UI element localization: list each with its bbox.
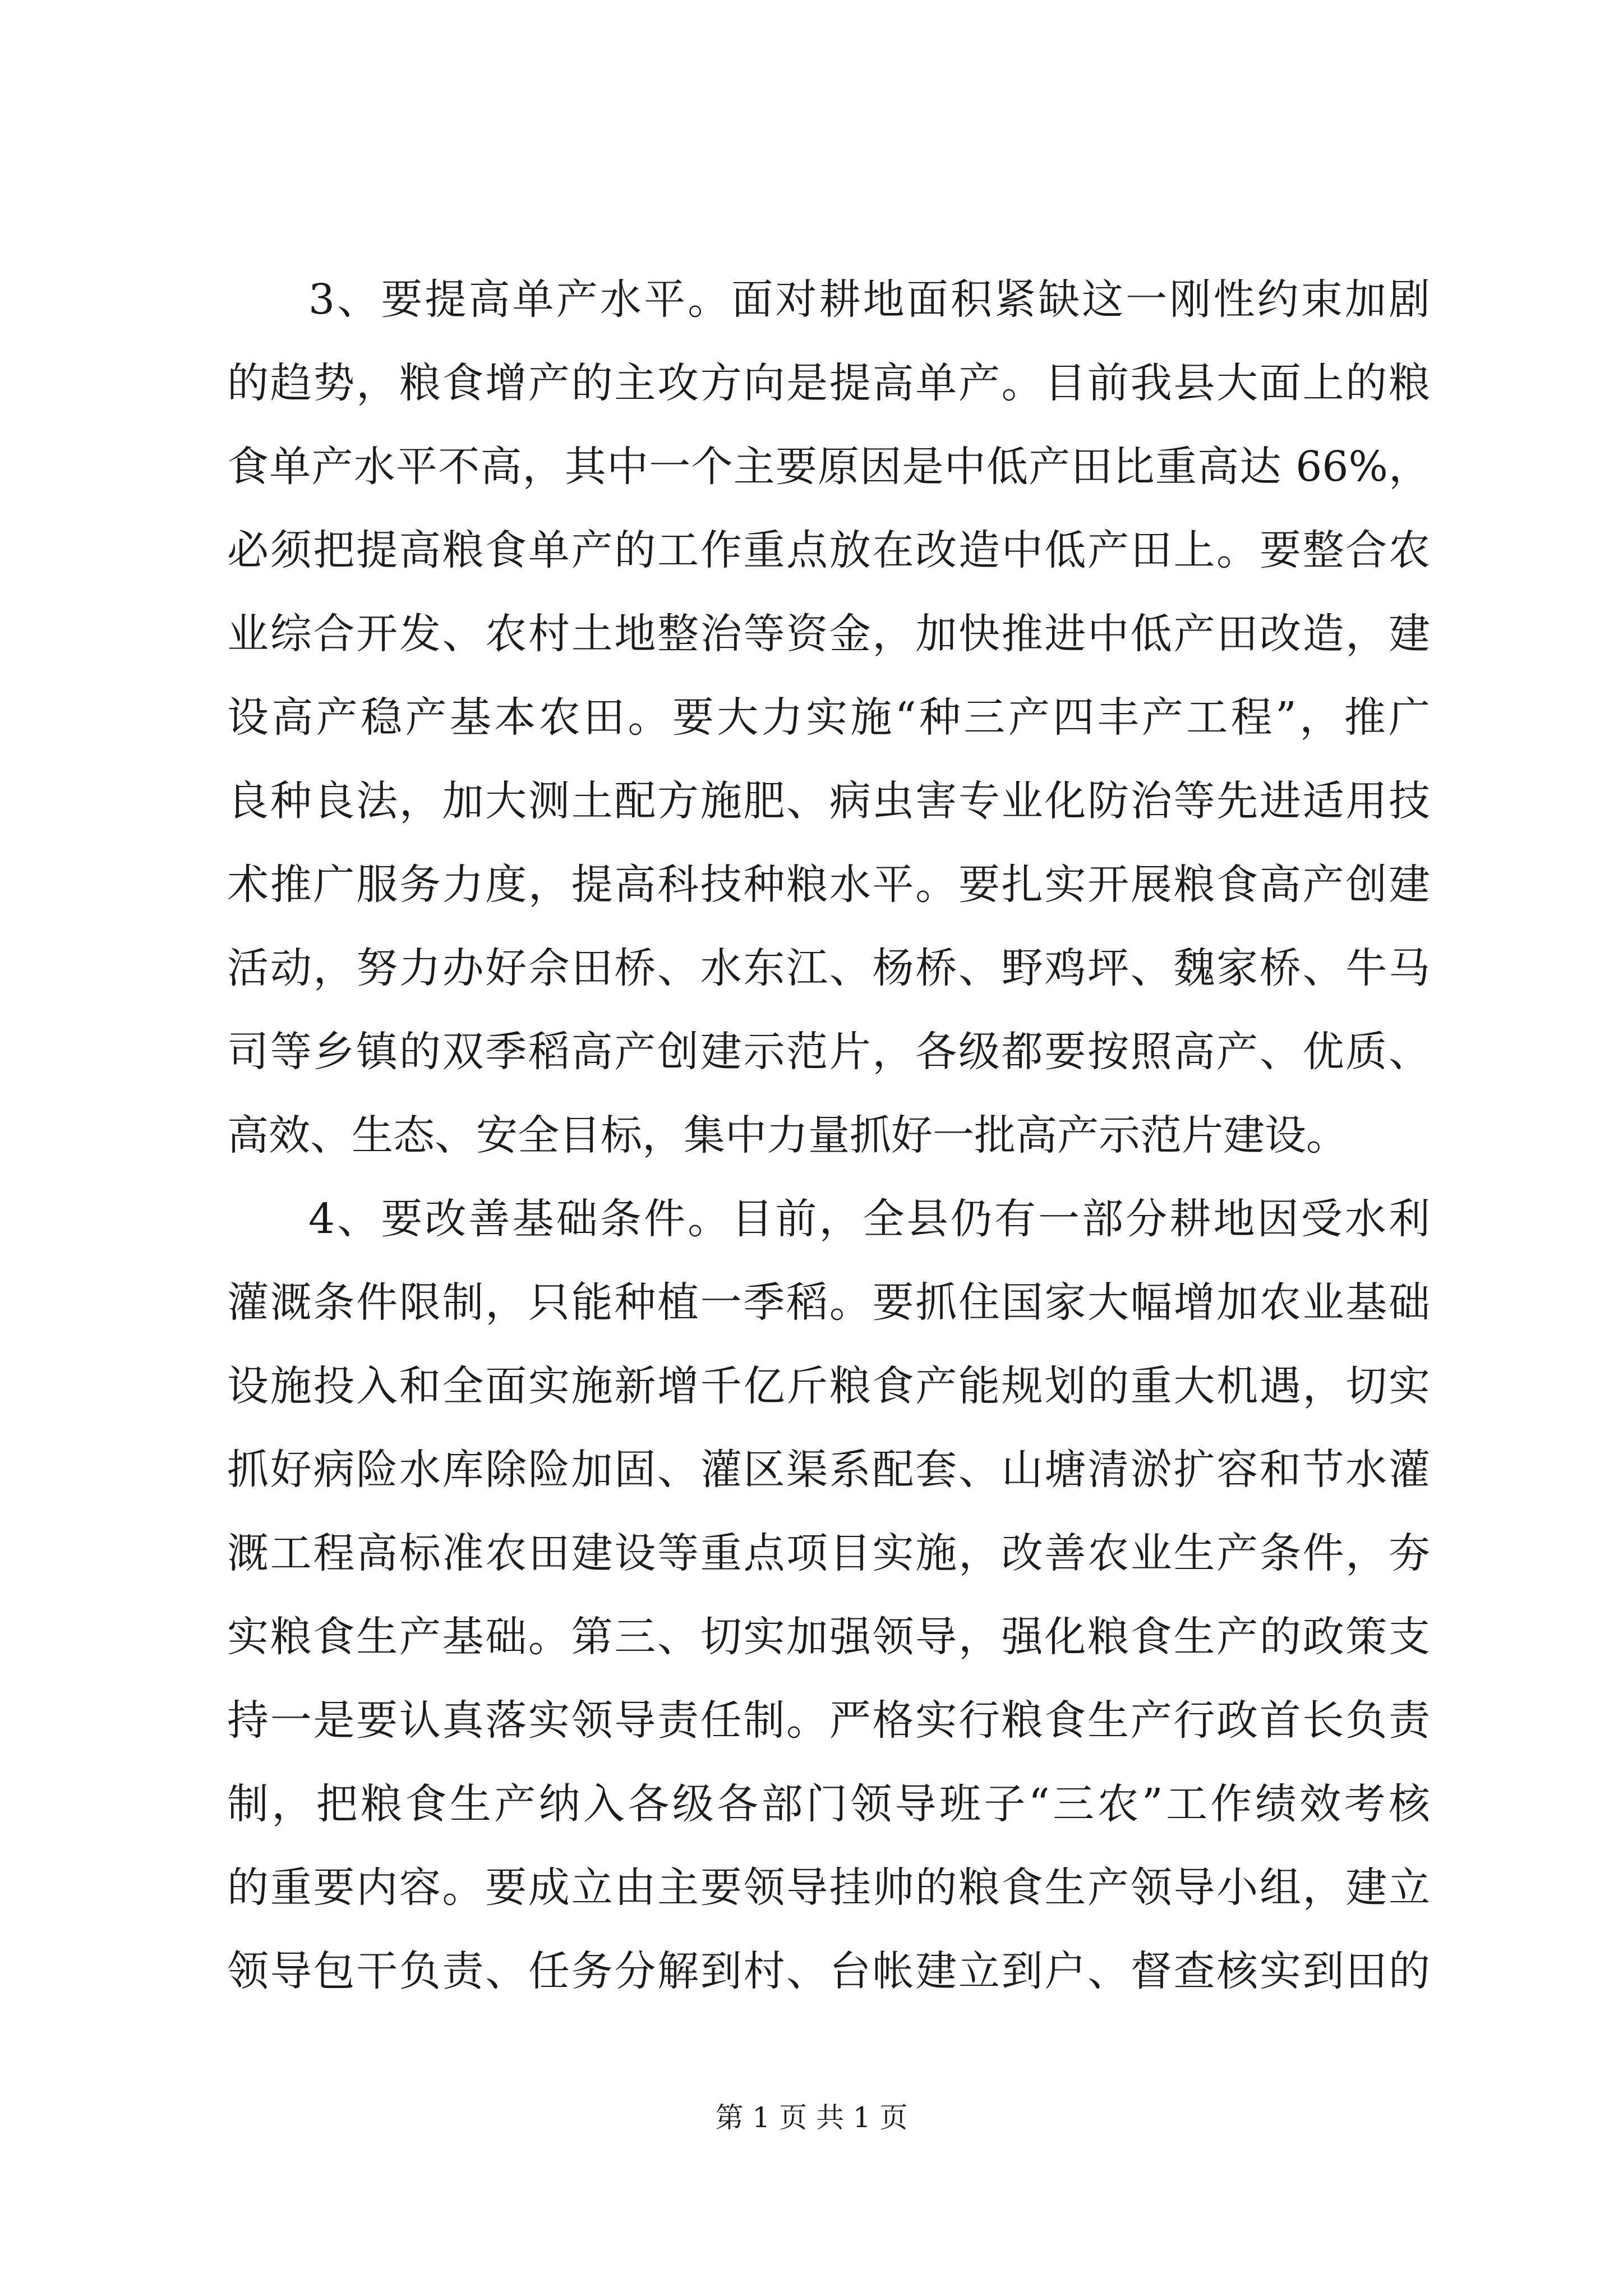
paragraph-1-line: 必须把提高粮食单产的工作重点放在改造中低产田上。要整合农 xyxy=(227,526,1430,574)
paragraph-1-line: 术推广服务力度，提高科技种粮水平。要扎实开展粮食高产创建 xyxy=(227,861,1430,909)
page-number-footer: 第 1 页 共 1 页 xyxy=(715,2101,908,2134)
paragraph-2-line: 4、要改善基础条件。目前，全县仍有一部分耕地因受水利 xyxy=(308,1195,1430,1243)
paragraph-1-line: 食单产水平不高，其中一个主要原因是中低产田比重高达 66%， xyxy=(227,443,1430,491)
paragraph-2-line: 制，把粮食生产纳入各级各部门领导班子“三农”工作绩效考核 xyxy=(227,1780,1430,1828)
paragraph-2-line: 灌溉条件限制，只能种植一季稻。要抓住国家大幅增加农业基础 xyxy=(227,1278,1430,1327)
paragraph-1-line: 的趋势，粮食增产的主攻方向是提高单产。目前我县大面上的粮 xyxy=(227,359,1430,407)
paragraph-1-line: 高效、生态、安全目标，集中力量抓好一批高产示范片建设。 xyxy=(227,1111,1348,1159)
paragraph-2-line: 的重要内容。要成立由主要领导挂帅的粮食生产领导小组，建立 xyxy=(227,1864,1430,1912)
paragraph-2-line: 领导包干负责、任务分解到村、台帐建立到户、督查核实到田的 xyxy=(227,1947,1430,1995)
paragraph-1-line: 3、要提高单产水平。面对耕地面积紧缺这一刚性约束加剧 xyxy=(308,275,1430,324)
paragraph-1-line: 业综合开发、农村土地整治等资金，加快推进中低产田改造，建 xyxy=(227,610,1430,658)
paragraph-2-line: 抓好病险水库除险加固、灌区渠系配套、山塘清淤扩容和节水灌 xyxy=(227,1446,1430,1494)
paragraph-1-line: 司等乡镇的双季稻高产创建示范片，各级都要按照高产、优质、 xyxy=(227,1028,1430,1076)
paragraph-2-line: 设施投入和全面实施新增千亿斤粮食产能规划的重大机遇，切实 xyxy=(227,1362,1430,1410)
paragraph-1-line: 活动，努力办好佘田桥、水东江、杨桥、野鸡坪、魏家桥、牛马 xyxy=(227,944,1430,992)
paragraph-2-line: 持一是要认真落实领导责任制。严格实行粮食生产行政首长负责 xyxy=(227,1696,1430,1745)
paragraph-2-line: 溉工程高标准农田建设等重点项目实施，改善农业生产条件，夯 xyxy=(227,1529,1430,1577)
paragraph-1-line: 设高产稳产基本农田。要大力实施“种三产四丰产工程”，推广 xyxy=(227,693,1430,742)
paragraph-2-line: 实粮食生产基础。第三、切实加强领导，强化粮食生产的政策支 xyxy=(227,1613,1430,1661)
paragraph-1-line: 良种良法，加大测土配方施肥、病虫害专业化防治等先进适用技 xyxy=(227,777,1430,825)
document-body xyxy=(227,258,1430,2013)
